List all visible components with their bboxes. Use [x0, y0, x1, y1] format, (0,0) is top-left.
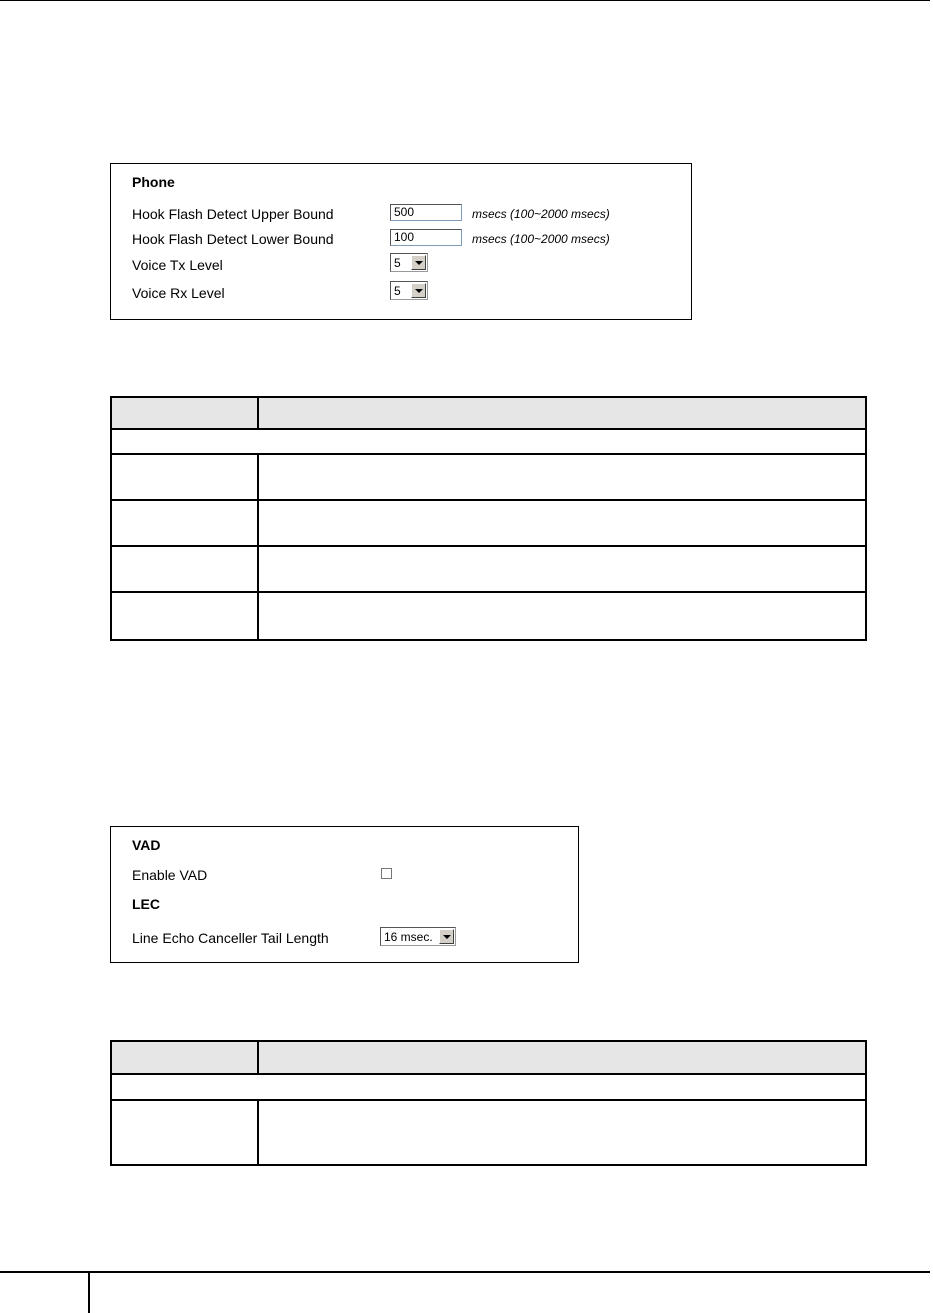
- voice-rx-level-value: 5: [394, 284, 401, 298]
- voice-rx-level-label: Voice Rx Level: [132, 285, 225, 301]
- vad-fields-table: [110, 1040, 867, 1166]
- lec-section-title: LEC: [132, 896, 160, 912]
- tail-length-value: 16 msec.: [384, 930, 433, 944]
- hook-flash-lower-bound-input[interactable]: 100: [390, 229, 462, 246]
- voice-tx-level-value: 5: [394, 256, 401, 270]
- page-number-box: [0, 1271, 90, 1313]
- chevron-down-icon[interactable]: [439, 929, 454, 944]
- tail-length-label: Line Echo Canceller Tail Length: [132, 930, 329, 946]
- table-row: [112, 455, 865, 501]
- table-section-row: [112, 430, 865, 455]
- voice-rx-level-select[interactable]: [390, 281, 428, 300]
- hook-flash-upper-bound-label: Hook Flash Detect Upper Bound: [132, 206, 334, 222]
- phone-fields-table: [110, 396, 867, 641]
- footer-rule: [0, 1271, 930, 1273]
- table-row: [112, 1101, 865, 1164]
- vad-lec-panel: [110, 826, 579, 963]
- table-row: [112, 501, 865, 547]
- table-section-row: [112, 1075, 865, 1101]
- vad-section-title: VAD: [132, 837, 161, 853]
- chevron-down-icon[interactable]: [411, 255, 426, 270]
- phone-settings-panel: [110, 163, 692, 320]
- header-rule: [0, 0, 930, 1]
- voice-tx-level-select[interactable]: [390, 253, 428, 272]
- enable-vad-checkbox[interactable]: [381, 868, 392, 879]
- table-header-row: [112, 398, 865, 430]
- hook-flash-upper-bound-input[interactable]: 500: [390, 204, 462, 221]
- chevron-down-icon[interactable]: [411, 283, 426, 298]
- hook-flash-upper-bound-hint: msecs (100~2000 msecs): [472, 207, 610, 221]
- enable-vad-label: Enable VAD: [132, 867, 208, 883]
- table-header-row: [112, 1042, 865, 1075]
- hook-flash-lower-bound-hint: msecs (100~2000 msecs): [472, 232, 610, 246]
- tail-length-select[interactable]: [380, 927, 456, 946]
- phone-section-title: Phone: [132, 174, 175, 190]
- table-row: [112, 547, 865, 593]
- voice-tx-level-label: Voice Tx Level: [132, 257, 223, 273]
- table-row: [112, 593, 865, 639]
- hook-flash-lower-bound-label: Hook Flash Detect Lower Bound: [132, 231, 334, 247]
